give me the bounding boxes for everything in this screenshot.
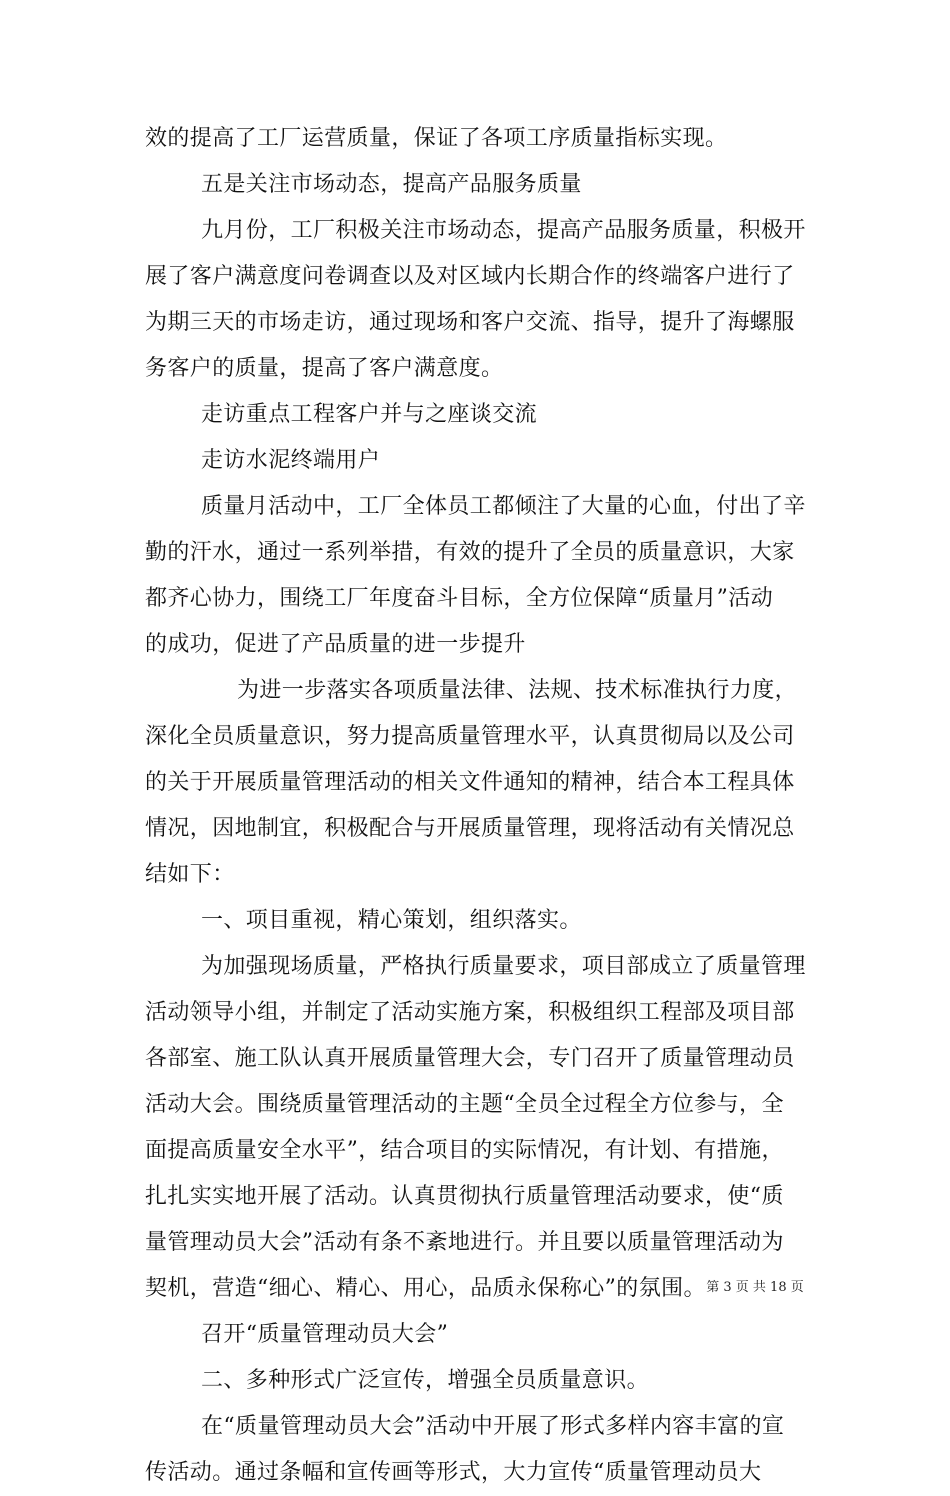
text-line: 走访重点工程客户并与之座谈交流	[201, 402, 538, 427]
text-line: 情况，因地制宜，积极配合与开展质量管理，现将活动有关情况总	[145, 816, 795, 841]
text-line: 为加强现场质量，严格执行质量要求，项目部成立了质量管理	[201, 954, 806, 979]
text-line: 的关于开展质量管理活动的相关文件通知的精神，结合本工程具体	[145, 770, 795, 795]
text-line: 召开“质量管理动员大会”	[201, 1322, 449, 1347]
text-line: 五是关注市场动态，提高产品服务质量	[201, 172, 582, 197]
text-line: 各部室、施工队认真开展质量管理大会，专门召开了质量管理动员	[145, 1046, 795, 1071]
text-line: 走访水泥终端用户	[201, 448, 381, 473]
text-line: 都齐心协力，围绕工厂年度奋斗目标，全方位保障“质量月”活动	[145, 586, 774, 611]
text-line: 展了客户满意度问卷调查以及对区域内长期合作的终端客户进行了	[145, 264, 795, 289]
text-line: 量管理动员大会”活动有条不紊地进行。并且要以质量管理活动为	[145, 1230, 784, 1255]
text-line: 一、项目重视，精心策划，组织落实。	[201, 908, 582, 933]
text-line: 扎扎实实地开展了活动。认真贯彻执行质量管理活动要求，使“质	[145, 1184, 784, 1209]
text-line: 结如下：	[145, 862, 235, 887]
text-line: 的成功，促进了产品质量的进一步提升	[145, 632, 526, 657]
text-line: 传活动。通过条幅和宣传画等形式，大力宣传“质量管理动员大	[145, 1460, 762, 1485]
text-line: 质量月活动中，工厂全体员工都倾注了大量的心血，付出了辛	[201, 494, 806, 519]
text-line: 勤的汗水，通过一系列举措，有效的提升了全员的质量意识，大家	[145, 540, 795, 565]
text-line: 二、多种形式广泛宣传，增强全员质量意识。	[201, 1368, 650, 1393]
text-line: 为期三天的市场走访，通过现场和客户交流、指导，提升了海螺服	[145, 310, 795, 335]
text-line: 活动领导小组，并制定了活动实施方案，积极组织工程部及项目部	[145, 1000, 795, 1025]
text-line: 九月份，工厂积极关注市场动态，提高产品服务质量，积极开	[201, 218, 806, 243]
text-line: 面提高质量安全水平”，结合项目的实际情况，有计划、有措施，	[145, 1138, 784, 1163]
text-line: 契机，营造“细心、精心、用心，品质永保称心”的氛围。	[145, 1276, 706, 1301]
text-line: 效的提高了工厂运营质量，保证了各项工序质量指标实现。	[145, 126, 728, 151]
page-number: 第 3 页 共 18 页	[706, 1280, 804, 1295]
text-line: 在“质量管理动员大会”活动中开展了形式多样内容丰富的宣	[201, 1414, 785, 1439]
text-line: 务客户的质量，提高了客户满意度。	[145, 356, 504, 381]
text-line: 为进一步落实各项质量法律、法规、技术标准执行力度，	[237, 678, 798, 703]
text-line: 活动大会。围绕质量管理活动的主题“全员全过程全方位参与，全	[145, 1092, 784, 1117]
text-line: 深化全员质量意识，努力提高质量管理水平，认真贯彻局以及公司	[145, 724, 795, 749]
